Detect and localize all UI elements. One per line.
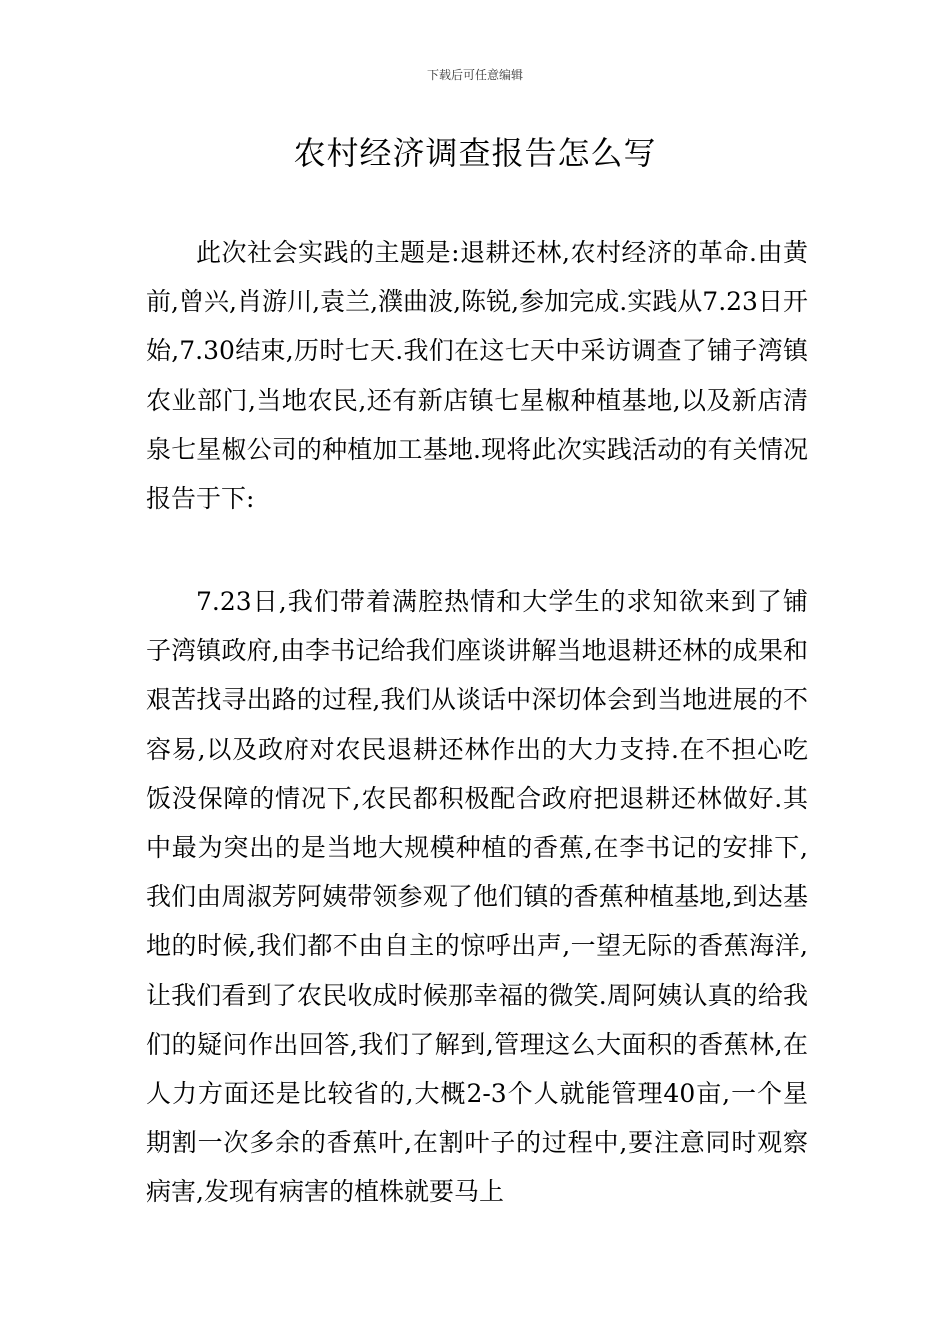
paragraph-2: 7.23日,我们带着满腔热情和大学生的求知欲来到了铺子湾镇政府,由李书记给我们座谈讲解当地退耕还林的成果和艰苦找寻出路的过程,我们从谈话中深切体会到当地进展的不容易,以及政府对农民退耕还林作出的大力支持.在不担心吃饭没保障的情况下,农民都积极配合政府把退耕还林做好.其中最为突出的是当地大规模种植的香蕉,在李书记的安排下,我们由周淑芳阿姨带领参观了他们镇的香蕉种植基地,到达基地的时候,我们都不由自主的惊呼出声,一望无际的香蕉海洋,让我们看到了农民收成时候那幸福的微笑.周阿姨认真的给我们的疑问作出回答,我们了解到,管理这么大面积的香蕉林,在人力方面还是比较省的,大概2-3个人就能管理40亩,一个星期割一次多余的香蕉叶,在割叶子的过程中,要注意同时观察病害,发现有病害的植株就要马上 [146,587,808,1207]
document-title: 农村经济调查报告怎么写 [293,134,657,172]
paragraph-1: 此次社会实践的主题是:退耕还林,农村经济的革命.由黄前,曾兴,肖游川,袁兰,濮曲波,陈锐,参加完成.实践从7.23日开始,7.30结束,历时七天.我们在这七天中采访调查了铺子湾镇农业部门,当地农民,还有新店镇七星椒种植基地,以及新店清泉七星椒公司的种植加工基地.现将此次实践活动的有关情况报告于下: [146,238,808,514]
header-note: 下载后可任意编辑 [426,68,523,82]
